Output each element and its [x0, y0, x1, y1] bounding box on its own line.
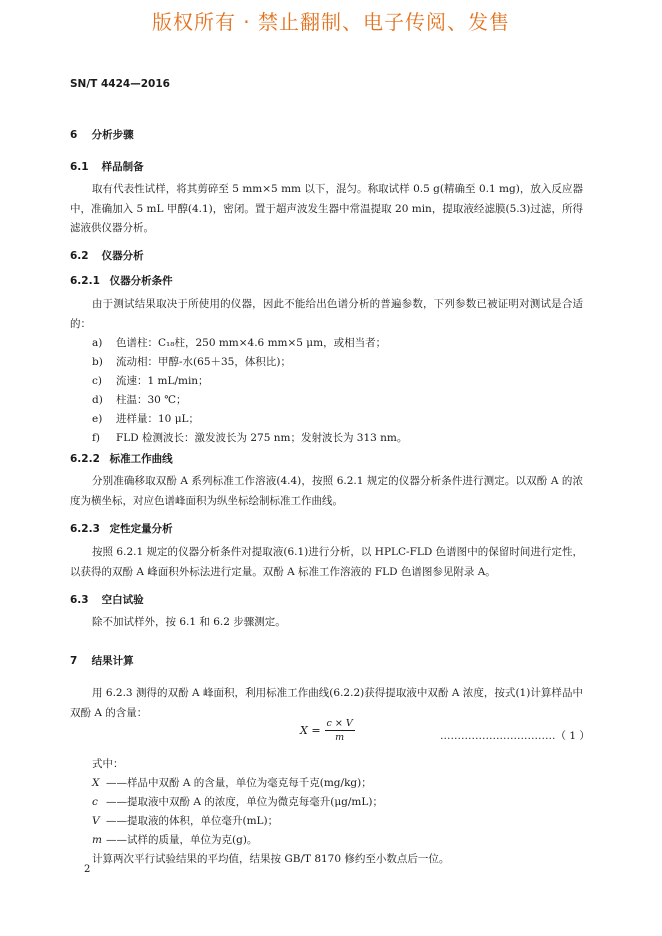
- list-text: 柱温：30 ℃；: [116, 394, 187, 406]
- paragraph-qualitative-quantitative: 按照 6.2.1 规定的仪器分析条件对提取液(6.1)进行分析，以 HPLC-FLD 色谱图中的保留时间进行定性，以获得的双酚 A 峰面积外标法进行定量。双酚 A 标准工作溶液的 FLD 色谱图参见附录 A。: [70, 546, 583, 578]
- list-mark: f): [92, 432, 100, 444]
- section-title: 结果计算: [91, 655, 134, 667]
- section-number: 6.2: [70, 250, 89, 262]
- section-heading-7: [70, 653, 134, 668]
- section-title: 分析步骤: [91, 129, 134, 141]
- section-number: 6.2.3: [70, 523, 100, 535]
- formula-denominator: m: [335, 732, 345, 743]
- variable-description: ——提取液的体积，单位毫升(mL)；: [106, 815, 279, 827]
- where-label: 式中：: [92, 758, 124, 770]
- final-note: 计算两次平行试验结果的平均值，结果按 GB/T 8170 修约至小数点后一位。: [92, 853, 450, 865]
- section-heading-6-3: [70, 592, 144, 607]
- section-title: 空白试验: [101, 594, 144, 606]
- section-heading-6-2-1: [70, 273, 173, 288]
- variable-symbol: V: [92, 815, 100, 827]
- formula-lhs: X =: [300, 724, 321, 737]
- list-text: 色谱柱：C₁₈柱，250 mm×4.6 mm×5 μm，或相当者；: [116, 337, 387, 349]
- list-text: 流速：1 mL/min；: [116, 375, 209, 387]
- variable-symbol: m: [92, 834, 102, 846]
- variable-definition: [92, 832, 257, 847]
- variable-definition: [92, 813, 278, 828]
- variable-definition: [92, 794, 383, 809]
- list-mark: b): [92, 356, 103, 368]
- paragraph-sample-preparation: 取有代表性试样，将其剪碎至 5 mm×5 mm 以下，混匀。称取试样 0.5 g(精确至 0.1 mg)，放入反应器中，准确加入 5 mL 甲醇(4.1)，密闭。置于超声波发生器中常温提取 20 min，提取液经滤膜(5.3)过滤，所得滤液供仪器分析。: [70, 183, 583, 234]
- list-text: 流动相：甲醇-水(65＋35，体积比)；: [116, 356, 291, 368]
- paragraph-instrument-conditions: 由于测试结果取决于所使用的仪器，因此不能给出色谱分析的普遍参数，下列参数已被证明对测试是合适的：: [70, 298, 583, 330]
- variable-description: ——提取液中双酚 A 的浓度，单位为微克每毫升(μg/mL)；: [106, 796, 383, 808]
- list-mark: c): [92, 375, 102, 387]
- paragraph-blank-test: 除不加试样外，按 6.1 和 6.2 步骤测定。: [92, 616, 286, 628]
- section-number: 6.2.1: [70, 275, 100, 287]
- section-number: 6.1: [70, 161, 89, 173]
- formula-number: ……………………………（ 1 ）: [440, 730, 590, 742]
- list-item: [92, 335, 386, 350]
- list-text: 进样量：10 μL；: [116, 413, 199, 425]
- section-number: 6.3: [70, 594, 89, 606]
- list-item: [92, 392, 186, 407]
- list-mark: d): [92, 394, 103, 406]
- formula-numerator: c × V: [326, 718, 353, 729]
- section-heading-6-1: [70, 159, 144, 174]
- list-mark: e): [92, 413, 103, 425]
- section-heading-6-2-2: [70, 451, 173, 466]
- section-title: 样品制备: [101, 161, 144, 173]
- formula-fraction: [325, 718, 355, 743]
- variable-symbol: X: [92, 777, 100, 789]
- list-item: [92, 354, 291, 369]
- standard-number: SN/T 4424—2016: [70, 78, 170, 90]
- section-title: 仪器分析条件: [109, 275, 173, 287]
- paragraph-standard-curve: 分别准确移取双酚 A 系列标准工作溶液(4.4)，按照 6.2.1 规定的仪器分析条件进行测定。以双酚 A 的浓度为横坐标，对应色谱峰面积为纵坐标绘制标准工作曲线。: [70, 475, 583, 507]
- list-item: [92, 411, 199, 426]
- section-number: 6.2.2: [70, 453, 100, 465]
- copyright-watermark: 版权所有 · 禁止翻制、电子传阅、发售: [151, 10, 511, 34]
- page-number: 2: [84, 864, 91, 875]
- section-number: 6: [70, 129, 78, 141]
- variable-description: ——试样的质量，单位为克(g)。: [106, 834, 258, 846]
- list-item: [92, 373, 209, 388]
- formula-1: [300, 718, 355, 743]
- section-heading-6-2: [70, 248, 144, 263]
- variable-description: ——样品中双酚 A 的含量，单位为毫克每千克(mg/kg)；: [106, 777, 372, 789]
- variable-symbol: c: [92, 796, 98, 808]
- list-mark: a): [92, 337, 103, 349]
- section-title: 标准工作曲线: [109, 453, 173, 465]
- variable-definition: [92, 775, 372, 790]
- section-heading-6: [70, 127, 134, 142]
- section-title: 定性定量分析: [109, 523, 173, 535]
- list-text: FLD 检测波长：激发波长为 275 nm；发射波长为 313 nm。: [116, 432, 408, 444]
- list-item: [92, 430, 407, 445]
- paragraph-result-calculation: 用 6.2.3 测得的双酚 A 峰面积，利用标准工作曲线(6.2.2)获得提取液中双酚 A 浓度，按式(1)计算样品中双酚 A 的含量：: [70, 687, 583, 719]
- section-heading-6-2-3: [70, 521, 173, 536]
- section-number: 7: [70, 655, 78, 667]
- section-title: 仪器分析: [101, 250, 144, 262]
